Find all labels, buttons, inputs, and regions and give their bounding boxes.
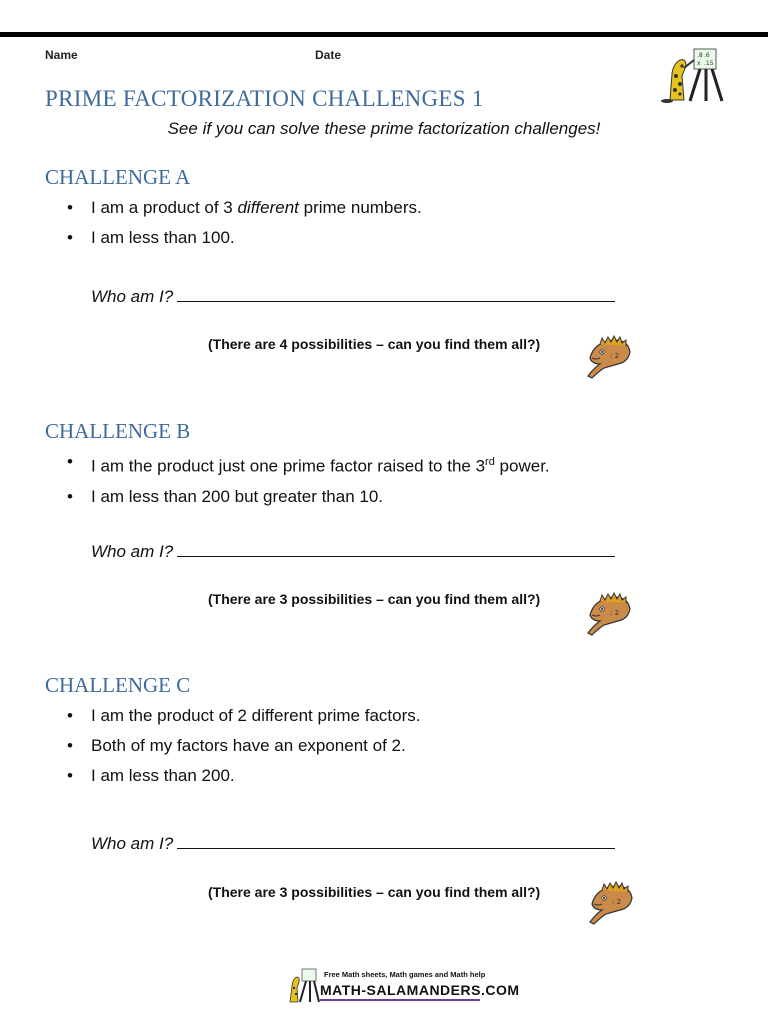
list-item: • Both of my factors have an exponent of 2.	[67, 731, 420, 761]
challenge-b-clues	[67, 447, 550, 512]
who-label: Who am I?	[91, 542, 174, 561]
svg-text:: 2: : 2	[610, 609, 620, 617]
challenge-c-hint: (There are 3 possibilities – can you find them all?)	[208, 884, 541, 900]
answer-line[interactable]	[177, 287, 615, 302]
who-label: Who am I?	[91, 834, 174, 853]
answer-line[interactable]	[177, 834, 615, 849]
list-item: • I am less than 100.	[67, 223, 422, 253]
list-item: • I am the product just one prime factor raised to the 3rd power.	[67, 447, 550, 482]
salamander-icon	[584, 589, 634, 639]
salamander-icon	[586, 878, 636, 928]
top-rule	[0, 32, 768, 37]
list-item: • I am less than 200 but greater than 10.	[67, 482, 550, 512]
challenge-b-answer-field[interactable]	[91, 542, 615, 562]
challenge-a-heading: CHALLENGE A	[45, 165, 191, 189]
salamander-teacher-logo-icon	[660, 46, 726, 104]
list-item: • I am the product of 2 different prime factors.	[67, 701, 420, 731]
svg-text:.15: .15	[704, 60, 714, 67]
footer-brand-logo	[286, 966, 520, 1006]
name-label: Name	[45, 48, 78, 62]
answer-line[interactable]	[177, 542, 615, 557]
page-title: PRIME FACTORIZATION CHALLENGES 1	[45, 86, 484, 111]
challenge-c-clues	[67, 701, 420, 791]
who-label: Who am I?	[91, 287, 174, 306]
svg-text:.8: .8	[697, 52, 703, 59]
salamander-teacher-logo-icon	[286, 968, 320, 1004]
svg-text:: 2: : 2	[612, 898, 622, 906]
footer-underline	[320, 999, 480, 1001]
challenge-b-heading: CHALLENGE B	[45, 419, 191, 443]
salamander-icon	[584, 332, 634, 382]
challenge-a-hint: (There are 4 possibilities – can you find them all?)	[208, 336, 541, 352]
footer-tagline: Free Math sheets, Math games and Math help	[324, 970, 486, 979]
list-item: • I am less than 200.	[67, 761, 420, 791]
svg-text:: 2: : 2	[610, 352, 620, 360]
footer-brand-name: MATH-SALAMANDERS.COM	[320, 982, 520, 998]
challenge-c-answer-field[interactable]	[91, 834, 615, 854]
svg-text:x: x	[697, 60, 701, 67]
challenge-a-answer-field[interactable]	[91, 287, 615, 307]
page-subtitle: See if you can solve these prime factorization challenges!	[167, 119, 601, 138]
challenge-a-clues	[67, 193, 422, 253]
challenge-b-hint: (There are 3 possibilities – can you find them all?)	[208, 591, 541, 607]
date-label: Date	[315, 48, 342, 62]
challenge-c-heading: CHALLENGE C	[45, 673, 191, 697]
svg-text:.6: .6	[704, 52, 710, 59]
list-item: • I am a product of 3 different prime numbers.	[67, 193, 422, 223]
